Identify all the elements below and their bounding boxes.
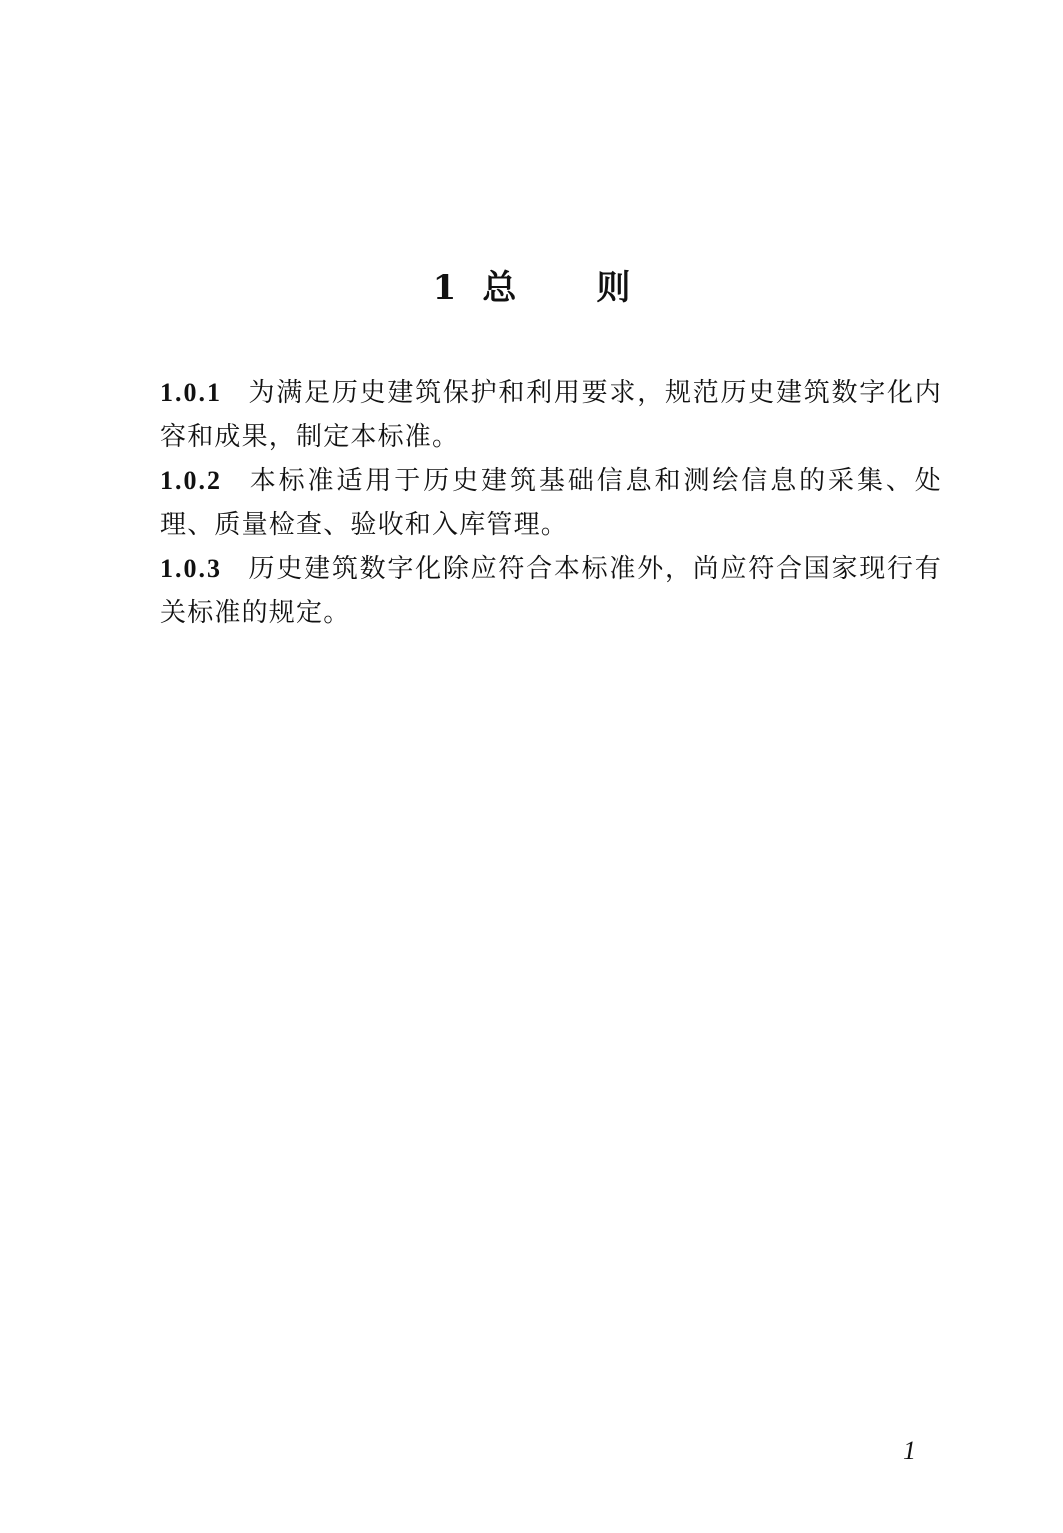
chapter-heading xyxy=(0,262,1063,314)
clause-1-0-3 xyxy=(160,547,942,635)
clause-text: 历史建筑数字化除应符合本标准外，尚应符合国家现行有关标准的规定。 xyxy=(160,554,942,628)
clause-number: 1.0.1 xyxy=(160,378,222,407)
page-number: 1 xyxy=(903,1436,916,1465)
clause-1-0-2 xyxy=(160,459,942,547)
clause-1-0-1 xyxy=(160,371,942,459)
clause-list xyxy=(160,371,942,635)
clause-text: 为满足历史建筑保护和利用要求，规范历史建筑数字化内容和成果，制定本标准。 xyxy=(160,378,942,452)
clause-number: 1.0.2 xyxy=(160,466,222,495)
chapter-title: 总则 xyxy=(482,268,711,308)
chapter-number: 1 xyxy=(432,268,457,308)
clause-number: 1.0.3 xyxy=(160,554,222,583)
clause-text: 本标准适用于历史建筑基础信息和测绘信息的采集、处理、质量检查、验收和入库管理。 xyxy=(160,466,942,540)
